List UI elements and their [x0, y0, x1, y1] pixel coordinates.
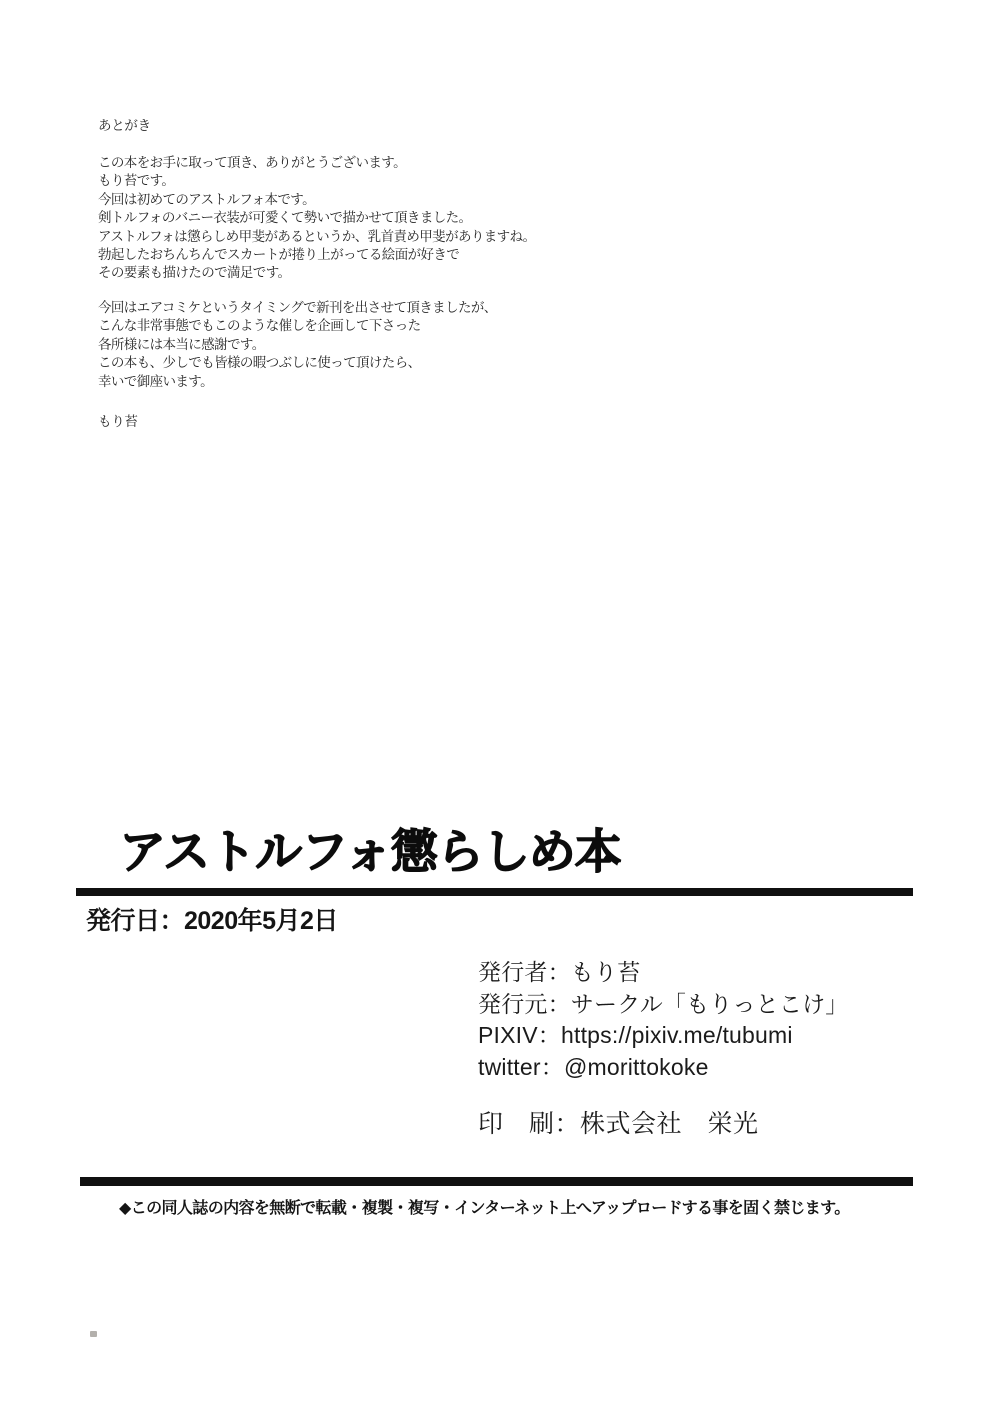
afterword-line: この本をお手に取って頂き、ありがとうございます。 — [98, 155, 406, 170]
twitter-line: twitter：@morittokoke — [478, 1053, 709, 1080]
afterword-paragraph-2 — [98, 299, 497, 391]
afterword-paragraph-1 — [98, 154, 535, 283]
author-signature: もり苔 — [98, 414, 138, 429]
afterword-line: もり苔です。 — [98, 173, 175, 189]
afterword-line: この本も、少しでも皆様の暇つぶしに使って頂けたら、 — [98, 355, 421, 371]
afterword-line: アストルフォは懲らしめ甲斐があるというか、乳首責め甲斐がありますね。 — [98, 228, 536, 244]
afterword-line: 各所様には本当に感謝です。 — [98, 336, 265, 352]
circle-line: 発行元：サークル「もりっとこけ」 — [478, 990, 849, 1017]
afterword-line: こんな非常事態でもこのような催しを企画して下さった — [98, 318, 421, 334]
colophon-details — [478, 957, 849, 1083]
afterword-line: 剣トルフォのバニー衣装が可愛くて勢いで描かせて頂きました。 — [98, 210, 472, 226]
afterword-heading: あとがき — [98, 118, 151, 133]
printer-line: 印 刷：株式会社 栄光 — [478, 1110, 759, 1138]
pixiv-line: PIXIV：https://pixiv.me/tubumi — [478, 1022, 793, 1048]
afterword-line: 幸いで御座います。 — [98, 373, 214, 389]
afterword-line: 今回は初めてのアストルフォ本です。 — [98, 191, 316, 207]
title-divider-rule — [76, 888, 913, 896]
publish-date: 発行日：2020年5月2日 — [86, 907, 338, 935]
afterword-line: その要素も描けたので満足です。 — [98, 265, 291, 281]
afterword-line: 今回はエアコミケというタイミングで新刊を出させて頂きましたが、 — [98, 300, 497, 315]
copyright-divider-bar — [80, 1177, 913, 1186]
copyright-disclaimer: ◆この同人誌の内容を無断で転載・複製・複写・インターネット上へアップロードする事を固く禁じます。 — [119, 1200, 850, 1217]
publisher-line: 発行者：もり苔 — [478, 959, 641, 985]
book-title: アストルフォ懲らしめ本 — [119, 825, 621, 878]
afterword-line: 勃起したおちんちんでスカートが捲り上がってる絵面が好きで — [98, 247, 460, 263]
page-corner-mark — [90, 1331, 97, 1337]
